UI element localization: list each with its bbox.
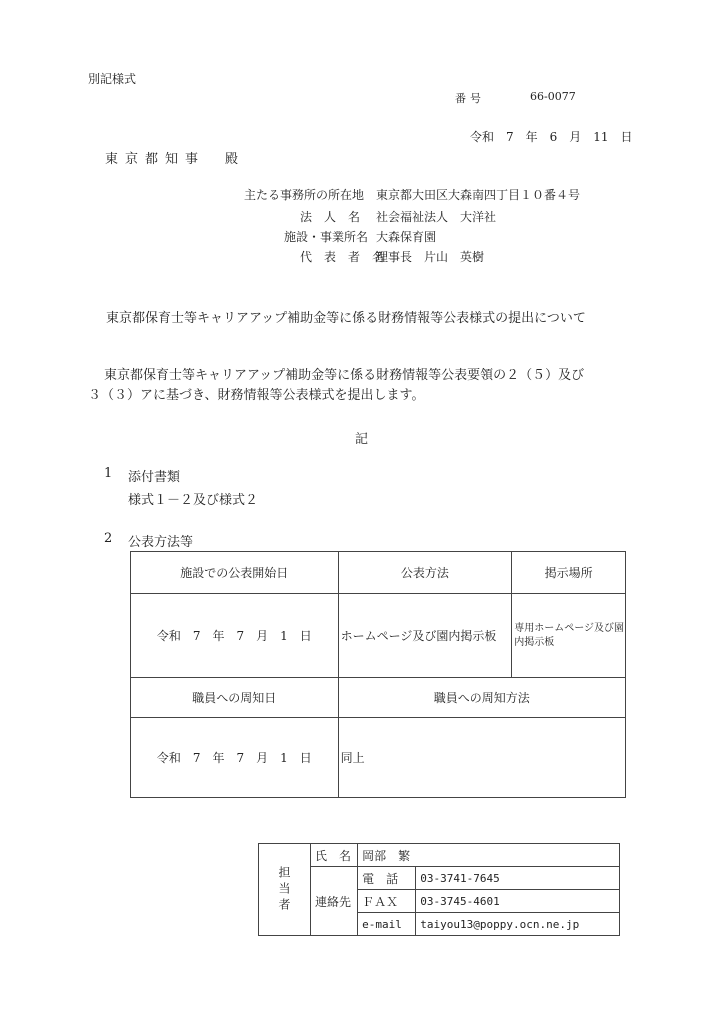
address: 東京都大田区大森南四丁目１０番４号 — [376, 188, 581, 202]
item1-number: 1 — [104, 466, 113, 481]
table-row — [259, 844, 620, 867]
corp-name: 社会福祉法人 大洋社 — [376, 210, 497, 224]
email-label: e-mail — [358, 913, 416, 936]
number-label: 番号 — [455, 92, 485, 105]
contact-table — [258, 843, 620, 936]
facility-name: 大森保育園 — [376, 230, 437, 244]
person-in-charge-label: 担当者 — [259, 844, 311, 936]
item1-title: 添付書類 — [128, 470, 181, 485]
header-place: 掲示場所 — [512, 552, 626, 594]
header-notice-method: 職員への周知方法 — [338, 678, 625, 718]
table-row — [259, 867, 620, 890]
header-notice-date: 職員への周知日 — [131, 678, 339, 718]
facility-label: 施設・事業所名 — [284, 230, 369, 244]
email-value[interactable]: taiyou13@poppy.ocn.ne.jp — [416, 913, 620, 936]
table-row — [131, 718, 626, 798]
contact-label: 連絡先 — [311, 867, 358, 936]
submission-date: 令和 7 年 6 月 11 日 — [470, 130, 633, 144]
table-row — [131, 678, 626, 718]
contact-name: 岡部 繁 — [358, 844, 620, 867]
item2-title: 公表方法等 — [128, 535, 194, 550]
name-label: 氏 名 — [311, 844, 358, 867]
tel-label: 電 話 — [358, 867, 416, 890]
ki-heading: 記 — [355, 432, 369, 447]
notice-date: 令和 7 年 7 月 1 日 — [131, 718, 339, 798]
fax-label: ＦＡＸ — [358, 890, 416, 913]
method: ホームページ及び園内掲示板 — [338, 594, 512, 678]
place: 専用ホームページ及び園内掲示板 — [512, 594, 626, 678]
tel-value: 03-3741-7645 — [416, 867, 620, 890]
body-text — [88, 366, 584, 406]
number-value: 66-0077 — [530, 90, 576, 103]
publication-table — [130, 551, 626, 798]
form-label: 別記様式 — [88, 72, 137, 86]
rep-name: 理事長 片山 英樹 — [376, 250, 485, 264]
table-row — [131, 594, 626, 678]
fax-value: 03-3745-4601 — [416, 890, 620, 913]
item2-number: 2 — [104, 531, 113, 546]
subject: 東京都保育士等キャリアアップ補助金等に係る財務情報等公表様式の提出について — [106, 311, 586, 326]
header-start-date: 施設での公表開始日 — [131, 552, 339, 594]
body-line-2: ３（３）アに基づき、財務情報等公表様式を提出します。 — [88, 388, 425, 403]
address-label: 主たる事務所の所在地 — [244, 188, 365, 202]
rep-label: 代 表 者 名 — [300, 250, 385, 264]
addressee: 東京都知事 殿 — [105, 152, 246, 167]
header-method: 公表方法 — [338, 552, 512, 594]
item1-detail: 様式１－２及び様式２ — [128, 493, 259, 508]
notice-method: 同上 — [338, 718, 625, 798]
corp-label: 法 人 名 — [300, 210, 361, 224]
start-date: 令和 7 年 7 月 1 日 — [131, 594, 339, 678]
table-row — [131, 552, 626, 594]
body-line-1: 東京都保育士等キャリアアップ補助金等に係る財務情報等公表要領の２（５）及び — [104, 368, 585, 383]
